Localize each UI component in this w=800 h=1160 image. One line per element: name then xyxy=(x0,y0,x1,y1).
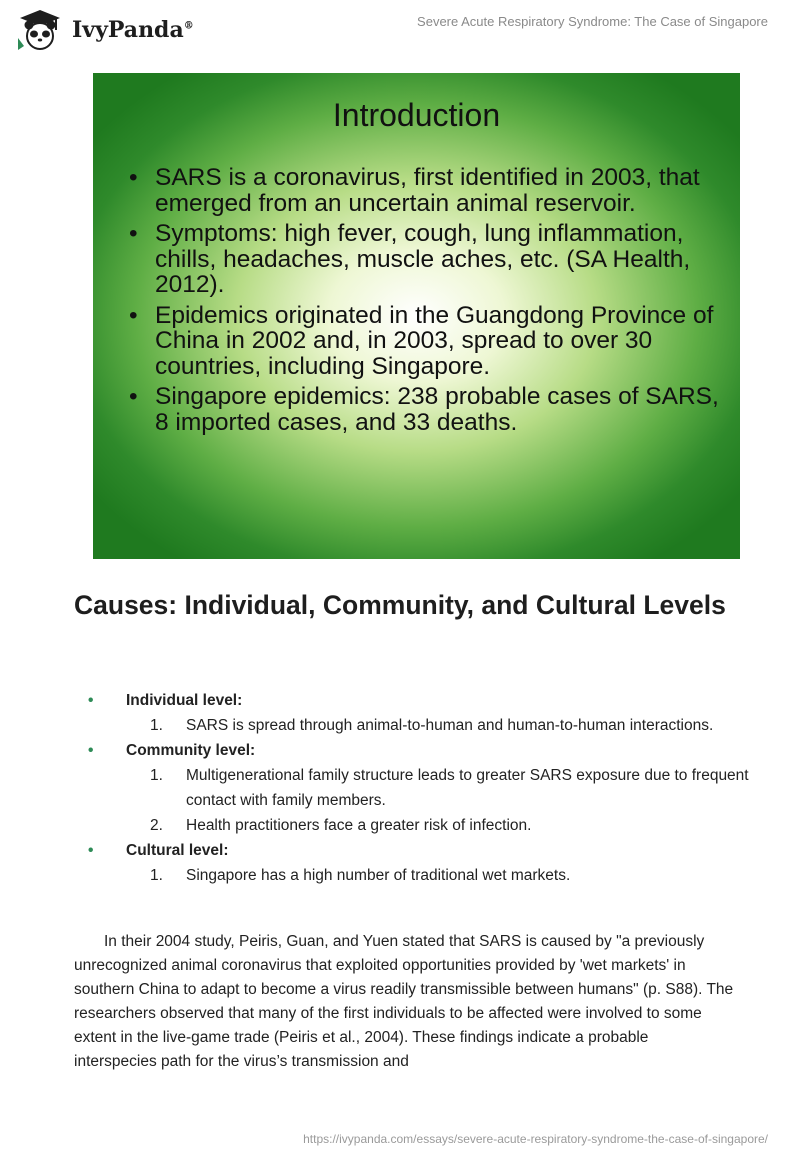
bullet-icon: • xyxy=(88,692,94,709)
slide-title: Introduction xyxy=(332,97,501,133)
document-title: Severe Acute Respiratory Syndrome: The Case of Singapore xyxy=(417,14,768,29)
causes-outline xyxy=(74,688,754,888)
bullet-icon: • xyxy=(129,164,138,191)
sub-item: 2. Health practitioners face a greater risk of infection. xyxy=(150,817,532,834)
brand-logo[interactable] xyxy=(14,8,194,52)
level-item-individual xyxy=(74,688,754,738)
slide-bullet: • Singapore epidemics: 238 probable cases of SARS, 8 imported cases, and 33 deaths. xyxy=(129,383,719,436)
section-heading: Causes: Individual, Community, and Cultural Levels xyxy=(74,590,726,620)
sub-item: 1. Singapore has a high number of traditional wet markets. xyxy=(150,867,571,884)
slide-bullet: • Symptoms: high fever, cough, lung inflammation, chills, headaches, muscle aches, etc. (SA Health, 2012). xyxy=(129,220,691,298)
bullet-icon: • xyxy=(88,842,94,859)
level-label: Community level: xyxy=(126,742,256,759)
bullet-icon: • xyxy=(129,383,138,410)
panda-mascot-icon xyxy=(14,8,66,52)
brand-name: IvyPanda® xyxy=(72,17,194,43)
slide-bullet-list xyxy=(129,165,729,440)
level-label: Individual level: xyxy=(126,692,243,709)
bullet-icon: • xyxy=(129,220,138,247)
sub-item: 1. Multigenerational family structure leads to greater SARS exposure due to frequent contact with family members. xyxy=(150,767,749,809)
slide-bullet: • SARS is a coronavirus, first identified in 2003, that emerged from an uncertain animal reservoir. xyxy=(129,164,700,217)
slide-bullet: • Epidemics originated in the Guangdong Province of China in 2002 and, in 2003, spread to over 30 countries, including Singapore. xyxy=(129,301,714,380)
level-item-community xyxy=(74,738,754,838)
bullet-icon: • xyxy=(88,742,94,759)
level-item-cultural xyxy=(74,838,754,888)
introduction-slide xyxy=(93,73,740,559)
level-label: Cultural level: xyxy=(126,842,229,859)
bullet-icon: • xyxy=(129,301,138,329)
source-url-link[interactable]: https://ivypanda.com/essays/severe-acute-respiratory-syndrome-the-case-of-singapore/ xyxy=(303,1132,768,1146)
page-header xyxy=(0,0,800,60)
level-sublist xyxy=(126,863,754,888)
sub-item: 1. SARS is spread through animal-to-human and human-to-human interactions. xyxy=(150,717,714,734)
body-paragraph: In their 2004 study, Peiris, Guan, and Yuen stated that SARS is caused by "a previously unrecognized animal coronavirus that exploited opportunities provided by 'wet markets' in southern China to adapt to become a virus readily transmissible between humans" (p. S88). The researchers observed that many of the first individuals to be affected were involved to some extent in the live-game trade (Peiris et al., 2004). These findings indicate a probable interspecies path for the virus’s transmission and xyxy=(74,933,734,1070)
level-sublist xyxy=(126,713,754,738)
level-sublist xyxy=(126,763,754,838)
